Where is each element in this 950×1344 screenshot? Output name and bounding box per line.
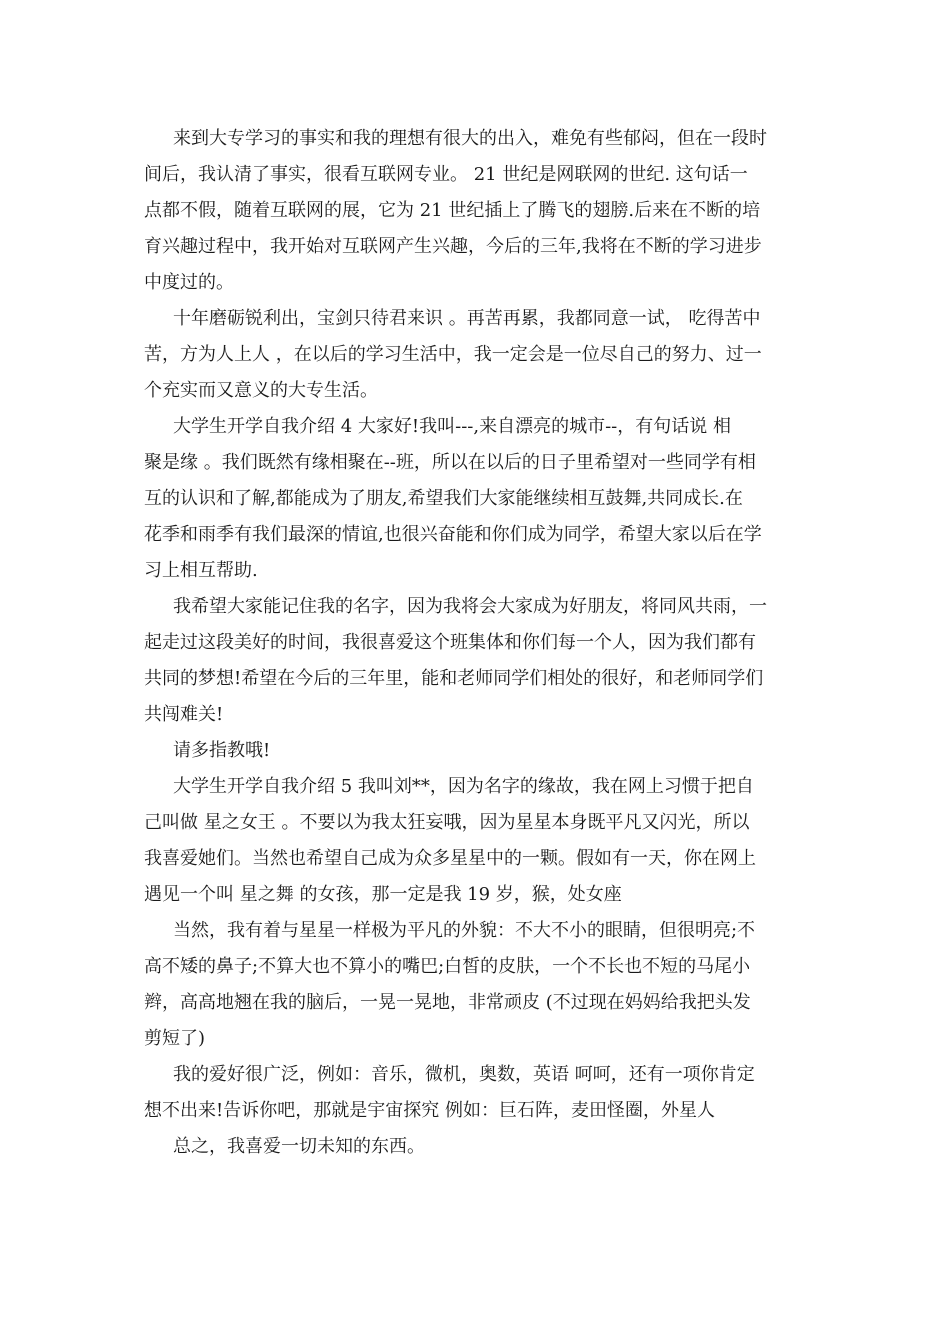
text-line: 辫，高高地翘在我的脑后，一晃一晃地，非常顽皮 (不过现在妈妈给我把头发 [144, 992, 751, 1013]
text-line: 我的爱好很广泛，例如：音乐，微机，奥数，英语 呵呵，还有一项你肯定 [173, 1064, 755, 1085]
text-line: 我希望大家能记住我的名字，因为我将会大家成为好朋友，将同风共雨，一 [173, 596, 767, 617]
text-line: 间后，我认清了事实，很看互联网专业。 21 世纪是网联网的世纪. 这句话一 [144, 164, 748, 185]
text-line: 中度过的。 [144, 272, 234, 293]
text-line: 聚是缘 。我们既然有缘相聚在--班，所以在以后的日子里希望对一些同学有相 [144, 452, 756, 473]
paragraph-2 [144, 301, 800, 409]
text-line: 剪短了) [144, 1028, 206, 1049]
text-line: 苦，方为人上人 ，在以后的学习生活中，我一定会是一位尽自己的努力、过一 [144, 344, 762, 365]
text-line: 起走过这段美好的时间，我很喜爱这个班集体和你们每一个人，因为我们都有 [144, 632, 756, 653]
text-line: 习上相互帮助. [144, 560, 258, 581]
text-line: 想不出来!告诉你吧，那就是宇宙探究 例如：巨石阵，麦田怪圈，外星人 [144, 1100, 715, 1121]
text-line: 我喜爱她们。当然也希望自己成为众多星星中的一颗。假如有一天，你在网上 [144, 848, 756, 869]
text-line: 大学生开学自我介绍 4 大家好!我叫---,来自漂亮的城市--，有句话说 相 [173, 416, 731, 437]
document-body [144, 121, 800, 1165]
paragraph-7 [144, 913, 800, 1057]
text-line: 个充实而又意义的大专生活。 [144, 380, 378, 401]
text-line: 遇见一个叫 星之舞 的女孩，那一定是我 19 岁，猴，处女座 [144, 884, 622, 905]
paragraph-3 [144, 409, 800, 589]
text-line: 互的认识和了解,都能成为了朋友,希望我们大家能继续相互鼓舞,共同成长.在 [144, 488, 743, 509]
paragraph-8 [144, 1057, 800, 1129]
text-line: 当然，我有着与星星一样极为平凡的外貌：不大不小的眼睛，但很明亮;不 [173, 920, 756, 941]
text-line: 共闯难关! [144, 704, 224, 725]
text-line: 育兴趣过程中，我开始对互联网产生兴趣，今后的三年,我将在不断的学习进步 [144, 236, 762, 257]
text-line: 大学生开学自我介绍 5 我叫刘**，因为名字的缘故，我在网上习惯于把自 [173, 776, 754, 797]
text-line: 请多指教哦! [173, 740, 271, 761]
paragraph-4 [144, 589, 800, 733]
text-line: 高不矮的鼻子;不算大也不算小的嘴巴;白皙的皮肤，一个不长也不短的马尾小 [144, 956, 751, 977]
paragraph-1 [144, 121, 800, 301]
text-line: 己叫做 星之女王 。不要以为我太狂妄哦，因为星星本身既平凡又闪光，所以 [144, 812, 750, 833]
paragraph-5 [144, 733, 800, 769]
text-line: 共同的梦想!希望在今后的三年里，能和老师同学们相处的很好，和老师同学们 [144, 668, 764, 689]
text-line: 点都不假，随着互联网的展，它为 21 世纪插上了腾飞的翅膀.后来在不断的培 [144, 200, 761, 221]
paragraph-6 [144, 769, 800, 913]
text-line: 来到大专学习的事实和我的理想有很大的出入，难免有些郁闷，但在一段时 [173, 128, 767, 149]
paragraph-9 [144, 1129, 800, 1165]
text-line: 总之，我喜爱一切未知的东西。 [173, 1136, 425, 1157]
text-line: 十年磨砺锐利出，宝剑只待君来识 。再苦再累，我都同意一试， 吃得苦中 [173, 308, 761, 329]
text-line: 花季和雨季有我们最深的情谊,也很兴奋能和你们成为同学，希望大家以后在学 [144, 524, 762, 545]
